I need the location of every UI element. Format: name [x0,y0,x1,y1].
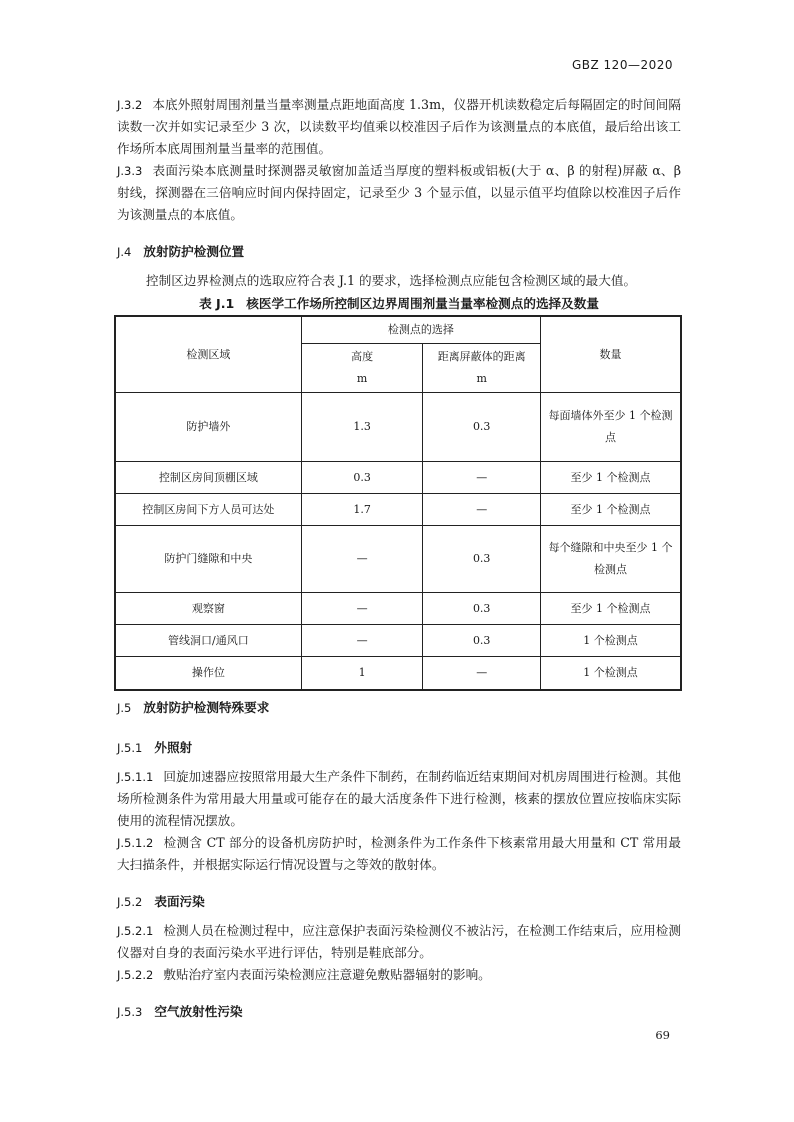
clause-text: 表面污染本底测量时探测器灵敏窗加盖适当厚度的塑料板或铝板(大于 α、β 的射程)屏蔽 α、β 射线，探测器在三倍响应时间内保持固定，记录至少 3 个显示值，以显示值平均值除以校准因子后作为该测量点的本底值。 [117,163,681,222]
cell-area: 防护墙外 [115,393,301,462]
cell-quantity: 至少 1 个检测点 [541,494,682,526]
header-distance-label: 距离屏蔽体的距离 [437,350,526,363]
cell-area: 控制区房间下方人员可达处 [115,494,301,526]
cell-area: 防护门缝隙和中央 [115,526,301,593]
table-caption-title: 核医学工作场所控制区边界周围剂量当量率检测点的选择及数量 [246,296,599,311]
subsection-number: J.5.3 [117,1005,143,1019]
table-caption [117,295,681,313]
cell-height: 1.7 [301,494,423,526]
cell-area: 操作位 [115,657,301,690]
table-row [115,625,681,657]
clause-j511 [117,766,681,832]
table-header-row [115,316,681,344]
subsection-title: 表面污染 [154,894,205,909]
clause-j32 [117,94,681,160]
clause-j33 [117,160,681,226]
header-distance-unit: m [476,372,487,385]
subsection-heading-j53 [117,1002,681,1022]
clause-number: J.5.2.2 [117,968,154,982]
cell-height: 1.3 [301,393,423,462]
cell-quantity: 每面墙体外至少 1 个检测点 [541,393,682,462]
section-heading-j4 [117,242,681,262]
cell-distance: — [423,657,541,690]
cell-quantity: 至少 1 个检测点 [541,593,682,625]
table-row [115,593,681,625]
clause-text: 回旋加速器应按照常用最大生产条件下制药，在制药临近结束期间对机房周围进行检测。其他场所检测条件为常用最大用量或可能存在的最大活度条件下进行检测，核素的摆放位置应按临床实际使用的流程情况摆放。 [117,769,681,828]
section-intro: 控制区边界检测点的选取应符合表 J.1 的要求，选择检测点应能包含检测区域的最大值。 [146,273,637,288]
clause-number: J.5.1.1 [117,770,154,784]
cell-distance: 0.3 [423,593,541,625]
header-area: 检测区域 [115,316,301,393]
table-row [115,657,681,690]
cell-height: — [301,625,423,657]
clause-number: J.5.1.2 [117,836,154,850]
cell-distance: — [423,462,541,494]
section-number: J.4 [117,245,132,259]
cell-height: — [301,593,423,625]
cell-quantity: 1 个检测点 [541,657,682,690]
header-selection: 检测点的选择 [301,316,540,344]
page-number: 69 [655,1028,670,1042]
clause-number: J.3.3 [117,164,143,178]
cell-height: 0.3 [301,462,423,494]
header-height-unit: m [356,372,368,385]
cell-quantity: 至少 1 个检测点 [541,462,682,494]
clause-number: J.5.2.1 [117,924,154,938]
cell-distance: 0.3 [423,393,541,462]
lower-content [117,698,681,1030]
cell-distance: — [423,494,541,526]
section-title: 放射防护检测特殊要求 [143,700,270,715]
table-row [115,462,681,494]
subsection-heading-j52 [117,892,681,912]
subsection-heading-j51 [117,738,681,758]
section-number: J.5 [117,701,132,715]
clause-text: 检测人员在检测过程中，应注意保护表面污染检测仪不被沾污，在检测工作结束后，应用检测仪器对自身的表面污染水平进行评估，特别是鞋底部分。 [117,923,681,960]
subsection-title: 空气放射性污染 [154,1004,243,1019]
clause-j512 [117,832,681,876]
cell-area: 管线洞口/通风口 [115,625,301,657]
header-height [301,344,423,393]
clause-j522 [117,964,681,986]
section-title: 放射防护检测位置 [143,244,245,259]
header-height-label: 高度 [351,350,374,363]
upper-content [117,94,681,319]
table-row [115,526,681,593]
header-distance [423,344,541,393]
clause-text: 敷贴治疗室内表面污染检测应注意避免敷贴器辐射的影响。 [163,967,491,982]
subsection-number: J.5.1 [117,741,143,755]
subsection-title: 外照射 [154,740,193,755]
cell-distance: 0.3 [423,625,541,657]
clause-text: 检测含 CT 部分的设备机房防护时，检测条件为工作条件下核素常用最大用量和 CT 常用最大扫描条件，并根据实际运行情况设置与之等效的散射体。 [117,835,681,872]
cell-quantity: 每个缝隙和中央至少 1 个检测点 [541,526,682,593]
table-caption-number: 表 J.1 [199,296,235,311]
clause-j521 [117,920,681,964]
cell-distance: 0.3 [423,526,541,593]
table-row [115,393,681,462]
clause-text: 本底外照射周围剂量当量率测量点距地面高度 1.3m，仪器开机读数稳定后每隔固定的时间间隔读数一次并如实记录至少 3 次，以读数平均值乘以校准因子后作为该测量点的本底值，最后给出该工作场所本底周围剂量当量率的范围值。 [117,97,681,156]
header-quantity: 数量 [541,316,682,393]
cell-area: 控制区房间顶棚区域 [115,462,301,494]
cell-height: 1 [301,657,423,690]
standard-code: GBZ 120—2020 [571,58,673,72]
clause-number: J.3.2 [117,98,143,112]
cell-area: 观察窗 [115,593,301,625]
table-row [115,494,681,526]
monitoring-points-table [114,315,682,691]
subsection-number: J.5.2 [117,895,143,909]
cell-quantity: 1 个检测点 [541,625,682,657]
cell-height: — [301,526,423,593]
section-heading-j5 [117,698,681,718]
